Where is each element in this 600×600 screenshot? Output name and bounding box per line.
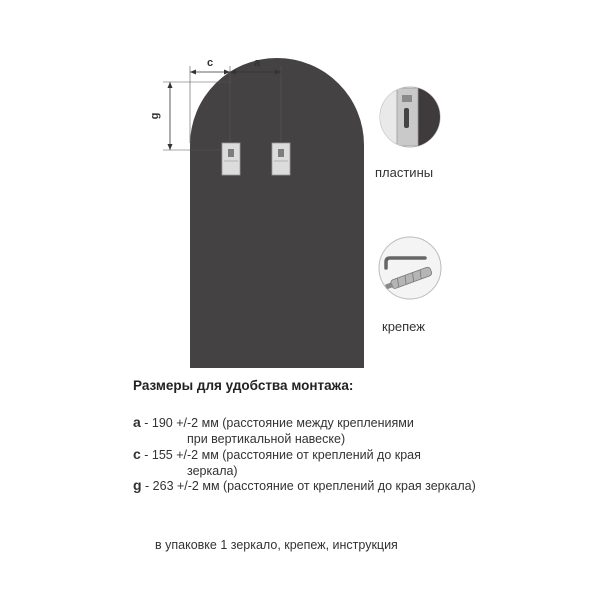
specs-heading: Размеры для удобства монтажа: xyxy=(133,378,354,393)
spec-key: a xyxy=(133,414,141,430)
spec-text: - 263 +/-2 мм (расстояние от креплений до края зеркала) xyxy=(141,479,476,493)
dimension-g-label: g xyxy=(149,112,161,120)
dimension-a-label: a xyxy=(253,57,261,69)
spec-item-a xyxy=(133,414,414,447)
spec-item-g xyxy=(133,477,476,494)
fastener-caption: крепеж xyxy=(382,319,425,334)
spec-text: - 155 +/-2 мм (расстояние от креплений до края xyxy=(140,448,421,462)
spec-continuation: зеркала) xyxy=(187,464,238,478)
dimension-c-label: c xyxy=(206,57,214,69)
mirror-shape xyxy=(190,58,364,368)
spec-continuation: при вертикальной навеске) xyxy=(187,432,346,446)
plates-caption: пластины xyxy=(375,165,434,180)
mounting-plate-right xyxy=(272,143,290,175)
fastener-kit-icon xyxy=(379,237,441,299)
mounting-plate-icon xyxy=(380,85,442,149)
mounting-plate-left xyxy=(222,143,240,175)
package-contents: в упаковке 1 зеркало, крепеж, инструкция xyxy=(155,538,398,552)
spec-item-c xyxy=(133,446,421,479)
spec-key: g xyxy=(133,477,142,493)
spec-key: c xyxy=(133,446,141,462)
spec-text: - 190 +/-2 мм (расстояние между креплениями xyxy=(140,416,414,430)
